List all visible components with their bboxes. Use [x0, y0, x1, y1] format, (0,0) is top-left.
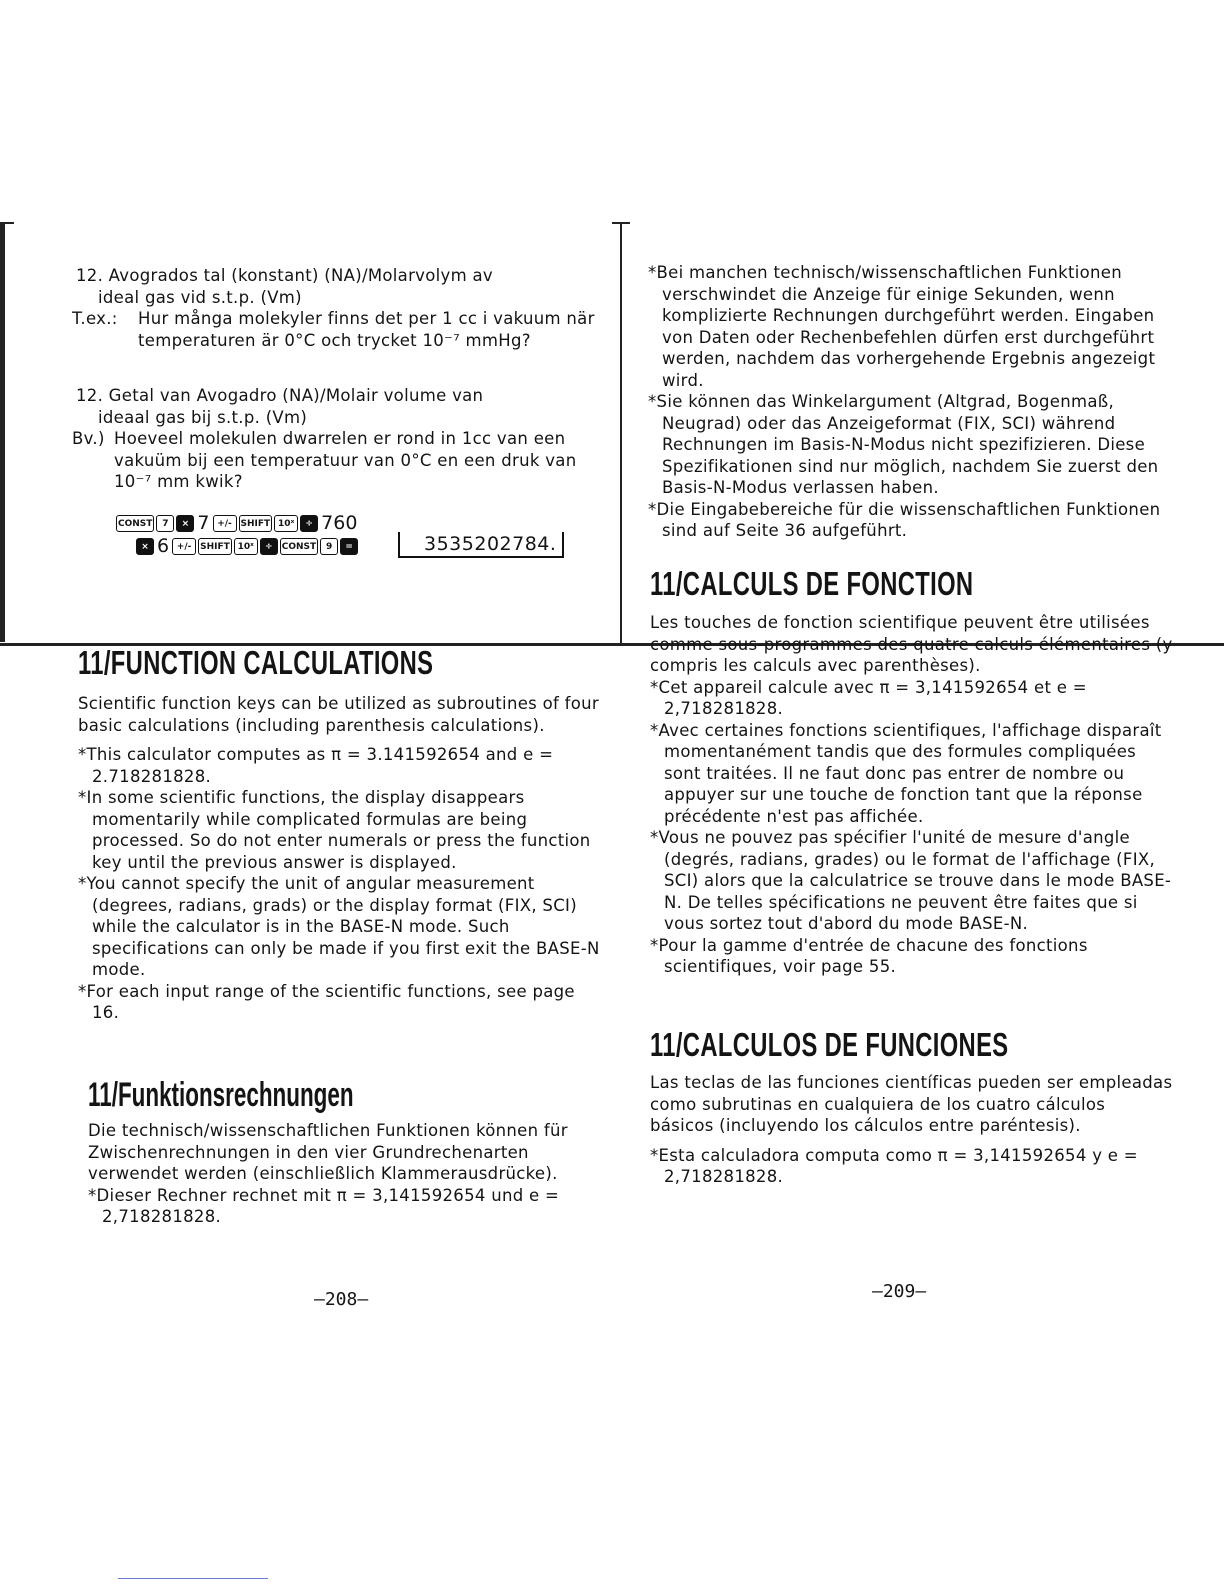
key-sequence-row1 — [116, 512, 358, 534]
de-bullet-display: *Bei manchen technisch/wissenschaftlichen Funktionen verschwindet die Anzeige für einige Sekunden, wenn komplizierte Rechnungen durchgeführt werden. Eingaben von Daten oder Rechenbefehlen dürfen erst durchgeführt werden, nachdem das vorhergehende Ergebnis angezeigt wird. — [648, 263, 1156, 390]
swedish-item-12 — [72, 265, 596, 351]
ten-power-key: 10ˣ — [234, 538, 258, 555]
de-bullet-pi: *Dieser Rechner rechnet mit π = 3,141592654 und e = 2,718281828. — [88, 1185, 560, 1226]
nl-example — [72, 428, 596, 493]
const-key: CONST — [280, 538, 318, 555]
nl-example-label: Bv.) — [72, 429, 105, 448]
key-sequence-row2 — [136, 535, 358, 557]
right-page — [620, 0, 1224, 1584]
de-bullet-input-range: *Die Eingabebereiche für die wissenschaftlichen Funktionen sind auf Seite 36 aufgeführt. — [648, 499, 1161, 540]
es-section-body — [650, 1072, 1174, 1188]
fr-section-body — [650, 612, 1174, 978]
digit-six: 6 — [157, 535, 170, 557]
seven-key: 7 — [156, 515, 174, 532]
en-intro: Scientific function keys can be utilized as subroutines of four basic calculations (including parenthesis calculations). — [78, 694, 599, 735]
de-bullet-angle-unit: *Sie können das Winkelargument (Altgrad, Bogenmaß, Neugrad) oder das Anzeigeformat (FIX, SCI) während Rechnungen im Basis-N-Modus nicht spezifizieren. Diese Spezifikationen sind nur möglich, nachdem Sie zuerst den Basis-N-Modus verlassen haben. — [648, 392, 1159, 497]
multiply-key: × — [136, 538, 154, 555]
fr-bullet-pi: *Cet appareil calcule avec π = 3,141592654 et e = 2,718281828. — [650, 677, 1087, 718]
sv-item-line1: 12. Avogrados tal (konstant) (NA)/Molarvolym av — [76, 266, 493, 285]
sign-change-key: +/- — [213, 515, 237, 532]
nl-example-text: Hoeveel molekulen dwarrelen er rond in 1cc van een vakuüm bij een temperatuur van 0°C en een druk van 10⁻⁷ mm kwik? — [114, 429, 577, 491]
fr-bullet-angle-unit: *Vous ne pouvez pas spécifier l'unité de mesure d'angle (degrés, radians, grades) ou le format de l'affichage (FIX, SCI) alors que la calculatrice se trouve dans le mode BASE-N. De telles spécifications ne peuvent être faites que si vous sortez tout d'abord du mode BASE-N. — [650, 828, 1172, 933]
en-section-body — [78, 693, 604, 1024]
de-continued-bullets — [648, 262, 1174, 542]
en-bullet-angle-unit: *You cannot specify the unit of angular measurement (degrees, radians, grads) or the display format (FIX, SCI) while the calculator is in the BASE-N mode. Such specifications can only be made if you first exit the BASE-N mode. — [78, 874, 600, 979]
dutch-item-12 — [72, 385, 596, 493]
digit-seven: 7 — [197, 512, 210, 534]
shift-key: SHIFT — [198, 538, 232, 555]
shift-key: SHIFT — [239, 515, 273, 532]
sv-example-text: Hur många molekyler finns det per 1 cc i vakuum när temperaturen är 0°C och trycket 10⁻⁷ mmHg? — [138, 309, 595, 350]
equals-key: = — [340, 538, 358, 555]
de-section-heading: 11/Funktionsrechnungen — [88, 1076, 354, 1114]
fr-intro: Les touches de fonction scientifique peuvent être utilisées comme sous-programmes des quatre calculs élémentaires (y compris les calculs avec parenthèses). — [650, 613, 1173, 675]
number-760: 760 — [321, 512, 358, 534]
en-bullet-input-range: *For each input range of the scientific functions, see page 16. — [78, 981, 575, 1022]
es-bullet-pi: *Esta calculadora computa como π = 3,141592654 y e = 2,718281828. — [650, 1145, 1138, 1186]
sv-example — [72, 308, 596, 351]
nl-item-line1: 12. Getal van Avogadro (NA)/Molair volume van — [76, 386, 484, 405]
de-intro: Die technisch/wissenschaftlichen Funktionen können für Zwischenrechnungen in den vier Grundrechenarten verwendet werden (einschließlich Klammerausdrücke). — [88, 1121, 568, 1183]
divide-key: ÷ — [260, 538, 278, 555]
sv-item-line2: ideal gas vid s.t.p. (Vm) — [98, 287, 302, 307]
page-number-209: –209– — [872, 1281, 927, 1302]
en-section-heading: 11/FUNCTION CALCULATIONS — [78, 644, 434, 681]
page-number-208: –208– — [314, 1289, 369, 1310]
es-intro: Las teclas de las funciones científicas pueden ser empleadas como subrutinas en cualquiera de los cuatro cálculos básicos (incluyendo los cálculos entre paréntesis). — [650, 1073, 1173, 1135]
en-bullet-display: *In some scientific functions, the display disappears momentarily while complicated formulas are being processed. So do not enter numerals or press the function key until the previous answer is displayed. — [78, 788, 591, 872]
calculator-display: 3535202784. — [398, 532, 564, 558]
nl-item-line2: ideaal gas bij s.t.p. (Vm) — [98, 407, 308, 427]
divide-key: ÷ — [300, 515, 318, 532]
fr-section-heading: 11/CALCULS DE FONCTION — [650, 565, 974, 602]
es-section-heading: 11/CALCULOS DE FUNCIONES — [650, 1026, 1009, 1063]
de-section-body — [88, 1120, 606, 1228]
sign-change-key: +/- — [172, 538, 196, 555]
sv-example-label: T.ex.: — [72, 309, 118, 328]
fr-bullet-display: *Avec certaines fonctions scientifiques, l'affichage disparaît momentanément tandis que des formules compliquées sont traitées. Il ne faut donc pas entrer de nombre ou appuyer sur une touche de fonction tant que la réponse précédente n'est pas affichée. — [650, 720, 1162, 826]
en-bullet-pi: *This calculator computes as π = 3.141592654 and e = 2.718281828. — [78, 745, 554, 786]
fr-bullet-input-range: *Pour la gamme d'entrée de chacune des fonctions scientifiques, voir page 55. — [650, 935, 1088, 976]
ten-power-key: 10ˣ — [274, 515, 298, 532]
multiply-key: × — [176, 515, 194, 532]
nine-key: 9 — [320, 538, 338, 555]
const-key: CONST — [116, 515, 154, 532]
